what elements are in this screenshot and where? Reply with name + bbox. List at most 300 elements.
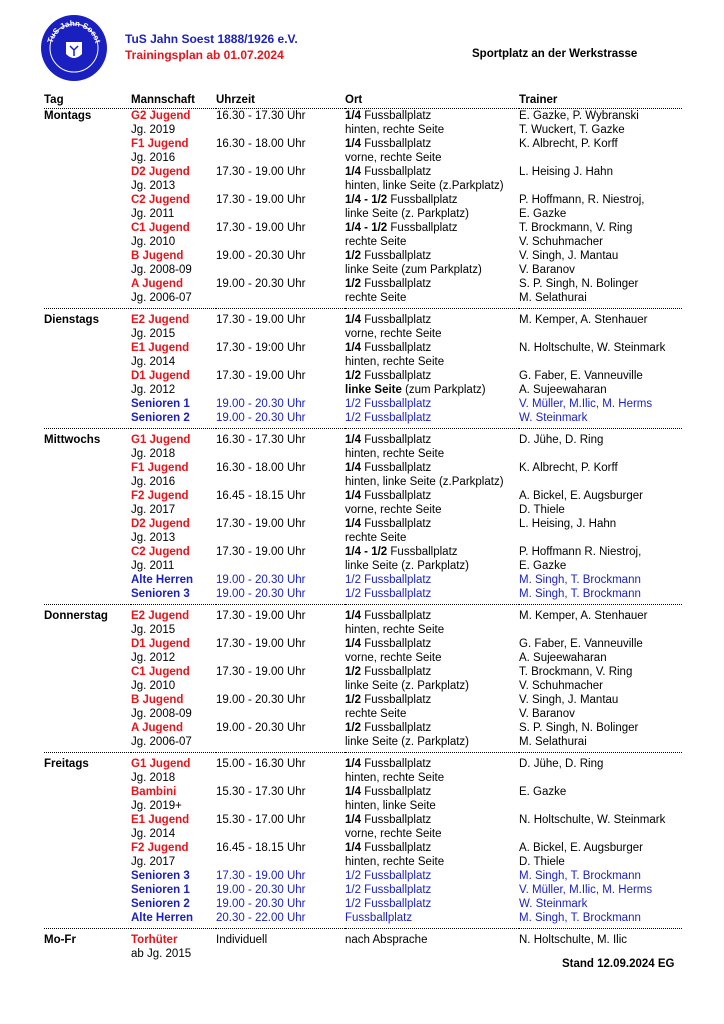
trainer-names-2 bbox=[519, 531, 682, 545]
training-time: 16.30 - 18.00 Uhr bbox=[216, 138, 306, 150]
training-place-bold: 1/4 bbox=[345, 110, 361, 122]
table-row bbox=[44, 193, 682, 207]
table-row bbox=[44, 165, 682, 179]
trainer-names: M. Singh, T. Brockmann bbox=[519, 912, 641, 924]
trainer-names: N. Holtschulte, M. Ilic bbox=[519, 934, 627, 946]
team-name: F1 Jugend bbox=[131, 462, 189, 474]
training-place-bold: 1/4 bbox=[345, 786, 361, 798]
training-place bbox=[345, 109, 519, 124]
col-header-tag: Tag bbox=[44, 89, 131, 109]
training-place bbox=[345, 411, 519, 425]
time-empty bbox=[216, 799, 345, 813]
day-label-empty bbox=[44, 383, 131, 397]
team-name: F2 Jugend bbox=[131, 490, 189, 502]
table-row-sub bbox=[44, 291, 682, 305]
table-row bbox=[44, 461, 682, 475]
training-place bbox=[345, 193, 519, 207]
table-row-sub bbox=[44, 855, 682, 869]
training-time: 16.30 - 18.00 Uhr bbox=[216, 462, 306, 474]
training-place-text: Fussballplatz bbox=[361, 250, 432, 262]
table-row bbox=[44, 587, 682, 601]
trainer-names-2: V. Schuhmacher bbox=[519, 236, 603, 248]
place-detail-text: vorne, rechte Seite bbox=[345, 504, 442, 516]
day-label-empty bbox=[44, 207, 131, 221]
training-place-text: Fussballplatz bbox=[361, 138, 432, 150]
team-year: Jg. 2018 bbox=[131, 772, 176, 784]
training-place bbox=[345, 137, 519, 151]
day-label-empty bbox=[44, 355, 131, 369]
table-row-sub bbox=[44, 623, 682, 637]
time-empty bbox=[216, 947, 345, 961]
team-name: A Jugend bbox=[131, 278, 183, 290]
trainer-names: L. Heising J. Hahn bbox=[519, 166, 613, 178]
schedule-body bbox=[44, 109, 682, 962]
trainer-names: E. Gazke bbox=[519, 786, 567, 798]
trainer-names: D. Jühe, D. Ring bbox=[519, 434, 604, 446]
time-empty bbox=[216, 771, 345, 785]
team-year: Jg. 2016 bbox=[131, 476, 176, 488]
place-detail-text: hinten, linke Seite (z.Parkplatz) bbox=[345, 180, 504, 192]
training-time: 17.30 - 19.00 Uhr bbox=[216, 638, 306, 650]
trainer-names: V. Müller, M.Ilic, M. Herms bbox=[519, 884, 653, 896]
team-name: E2 Jugend bbox=[131, 314, 190, 326]
team-name: Bambini bbox=[131, 786, 177, 798]
training-place-bold: 1/4 bbox=[345, 842, 361, 854]
training-place bbox=[345, 609, 519, 623]
trainer-names: V. Müller, M.Ilic, M. Herms bbox=[519, 398, 653, 410]
team-year: Jg. 2008-09 bbox=[131, 708, 192, 720]
team-name: Alte Herren bbox=[131, 912, 193, 924]
place-detail bbox=[345, 799, 519, 813]
training-place-text: Fussballplatz bbox=[361, 694, 432, 706]
training-time: 15.30 - 17.30 Uhr bbox=[216, 786, 306, 798]
day-label-empty bbox=[44, 235, 131, 249]
training-place bbox=[345, 341, 519, 355]
day-label-empty bbox=[44, 813, 131, 827]
day-label-empty bbox=[44, 193, 131, 207]
table-row bbox=[44, 341, 682, 355]
training-place-text: Fussballplatz bbox=[361, 166, 432, 178]
table-row bbox=[44, 785, 682, 799]
team-name: C1 Jugend bbox=[131, 222, 190, 234]
trainer-names: L. Heising, J. Hahn bbox=[519, 518, 617, 530]
place-detail bbox=[345, 447, 519, 461]
team-year: Jg. 2013 bbox=[131, 532, 176, 544]
time-empty bbox=[216, 623, 345, 637]
trainer-names-2 bbox=[519, 447, 682, 461]
time-empty bbox=[216, 151, 345, 165]
training-place-text: Fussballplatz bbox=[361, 722, 432, 734]
training-place bbox=[345, 785, 519, 799]
trainer-names-2 bbox=[519, 151, 682, 165]
table-row-sub bbox=[44, 735, 682, 749]
training-place bbox=[345, 693, 519, 707]
trainer-names: T. Brockmann, V. Ring bbox=[519, 666, 633, 678]
day-label-empty bbox=[44, 623, 131, 637]
table-row-sub bbox=[44, 531, 682, 545]
table-row bbox=[44, 693, 682, 707]
table-row bbox=[44, 411, 682, 425]
day-label: Mittwochs bbox=[44, 434, 101, 446]
trainer-names: M. Kemper, A. Stenhauer bbox=[519, 610, 648, 622]
training-time: 17.30 - 19:00 Uhr bbox=[216, 342, 306, 354]
place-detail-text: linke Seite (z. Parkplatz) bbox=[345, 208, 469, 220]
table-row bbox=[44, 573, 682, 587]
day-label-empty bbox=[44, 911, 131, 925]
team-name: E1 Jugend bbox=[131, 814, 190, 826]
training-place-bold: 1/4 bbox=[345, 342, 361, 354]
team-year: Jg. 2006-07 bbox=[131, 736, 192, 748]
day-label-empty bbox=[44, 263, 131, 277]
training-place-text: 1/2 Fussballplatz bbox=[345, 588, 432, 600]
day-label-empty bbox=[44, 475, 131, 489]
time-empty bbox=[216, 355, 345, 369]
training-time: 17.30 - 19.00 Uhr bbox=[216, 870, 306, 882]
place-detail bbox=[345, 263, 519, 277]
team-year: Jg. 2014 bbox=[131, 828, 176, 840]
table-row-sub bbox=[44, 235, 682, 249]
table-row-sub bbox=[44, 827, 682, 841]
trainer-names: P. Hoffmann R. Niestroj, bbox=[519, 546, 642, 558]
training-place-text: 1/2 Fussballplatz bbox=[345, 398, 432, 410]
training-place-text: Fussballplatz bbox=[361, 786, 432, 798]
trainer-names: M. Kemper, A. Stenhauer bbox=[519, 314, 648, 326]
place-detail bbox=[345, 735, 519, 749]
trainer-names-2: E. Gazke bbox=[519, 208, 567, 220]
table-row-sub bbox=[44, 707, 682, 721]
place-detail-text: hinten, rechte Seite bbox=[345, 772, 445, 784]
day-label: Donnerstag bbox=[44, 610, 108, 622]
training-place-text: Fussballplatz bbox=[387, 546, 458, 558]
table-row bbox=[44, 911, 682, 925]
trainer-names: N. Holtschulte, W. Steinmark bbox=[519, 814, 666, 826]
training-place-bold: 1/4 bbox=[345, 166, 361, 178]
training-time: 15.00 - 16.30 Uhr bbox=[216, 758, 306, 770]
day-label-empty bbox=[44, 707, 131, 721]
place-detail-text: vorne, rechte Seite bbox=[345, 328, 442, 340]
training-time: 19.00 - 20.30 Uhr bbox=[216, 250, 306, 262]
place-detail bbox=[345, 503, 519, 517]
training-place-bold: 1/4 bbox=[345, 758, 361, 770]
training-place-bold: 1/4 bbox=[345, 638, 361, 650]
place-detail-text: hinten, linke Seite (z.Parkplatz) bbox=[345, 476, 504, 488]
day-label: Mo-Fr bbox=[44, 934, 76, 946]
training-time: 16.30 - 17.30 Uhr bbox=[216, 434, 306, 446]
trainer-names: G. Faber, E. Vanneuville bbox=[519, 370, 643, 382]
team-year: Jg. 2010 bbox=[131, 236, 176, 248]
day-label-empty bbox=[44, 489, 131, 503]
training-time: 17.30 - 19.00 Uhr bbox=[216, 166, 306, 178]
team-name: C2 Jugend bbox=[131, 546, 190, 558]
place-detail bbox=[345, 559, 519, 573]
training-place-text: Fussballplatz bbox=[387, 194, 458, 206]
table-row bbox=[44, 489, 682, 503]
trainer-names: W. Steinmark bbox=[519, 412, 588, 424]
place-detail-text: vorne, rechte Seite bbox=[345, 652, 442, 664]
place-detail-text: (zum Parkplatz) bbox=[401, 384, 486, 396]
table-row bbox=[44, 609, 682, 623]
day-label-empty bbox=[44, 869, 131, 883]
team-name: Senioren 1 bbox=[131, 884, 190, 896]
time-empty bbox=[216, 235, 345, 249]
col-header-mannschaft: Mannschaft bbox=[131, 89, 216, 109]
training-place-bold: 1/4 bbox=[345, 462, 361, 474]
training-time: 19.00 - 20.30 Uhr bbox=[216, 898, 306, 910]
training-place bbox=[345, 869, 519, 883]
table-row bbox=[44, 933, 682, 947]
table-row bbox=[44, 369, 682, 383]
trainer-names-2: D. Thiele bbox=[519, 504, 565, 516]
training-time: 16.45 - 18.15 Uhr bbox=[216, 490, 306, 502]
training-place bbox=[345, 721, 519, 735]
training-place-bold: 1/4 bbox=[345, 138, 361, 150]
day-label-empty bbox=[44, 799, 131, 813]
training-time: 15.30 - 17.00 Uhr bbox=[216, 814, 306, 826]
header-row bbox=[44, 89, 682, 109]
training-time: 19.00 - 20.30 Uhr bbox=[216, 588, 306, 600]
training-place bbox=[345, 397, 519, 411]
table-row bbox=[44, 517, 682, 531]
training-time: 17.30 - 19.00 Uhr bbox=[216, 546, 306, 558]
team-name: B Jugend bbox=[131, 250, 184, 262]
training-place-bold: 1/2 bbox=[345, 370, 361, 382]
training-place-text: 1/2 Fussballplatz bbox=[345, 898, 432, 910]
time-empty bbox=[216, 531, 345, 545]
col-header-ort: Ort bbox=[345, 89, 519, 109]
day-label-empty bbox=[44, 249, 131, 263]
table-row bbox=[44, 637, 682, 651]
time-empty bbox=[216, 679, 345, 693]
place-detail bbox=[345, 623, 519, 637]
place-detail-text: rechte Seite bbox=[345, 532, 407, 544]
team-year: Jg. 2017 bbox=[131, 856, 176, 868]
place-detail bbox=[345, 291, 519, 305]
place-detail bbox=[345, 355, 519, 369]
place-detail bbox=[345, 947, 519, 961]
team-name: F2 Jugend bbox=[131, 842, 189, 854]
table-row-sub bbox=[44, 123, 682, 137]
training-place-bold: 1/4 bbox=[345, 314, 361, 326]
day-label-empty bbox=[44, 291, 131, 305]
trainer-names: P. Hoffmann, R. Niestroj, bbox=[519, 194, 645, 206]
place-detail bbox=[345, 679, 519, 693]
team-year: Jg. 2016 bbox=[131, 152, 176, 164]
trainer-names-2: D. Thiele bbox=[519, 856, 565, 868]
training-time: 17.30 - 19.00 Uhr bbox=[216, 666, 306, 678]
training-place-bold: 1/2 bbox=[345, 666, 361, 678]
team-year: Jg. 2017 bbox=[131, 504, 176, 516]
trainer-names-2: V. Baranov bbox=[519, 708, 575, 720]
training-time: 19.00 - 20.30 Uhr bbox=[216, 398, 306, 410]
team-name: Senioren 2 bbox=[131, 412, 190, 424]
training-time: 17.30 - 19.00 Uhr bbox=[216, 194, 306, 206]
time-empty bbox=[216, 447, 345, 461]
time-empty bbox=[216, 475, 345, 489]
training-place bbox=[345, 461, 519, 475]
training-place bbox=[345, 573, 519, 587]
day-label-empty bbox=[44, 531, 131, 545]
trainer-names: A. Bickel, E. Augsburger bbox=[519, 842, 644, 854]
training-place bbox=[345, 517, 519, 531]
team-name: A Jugend bbox=[131, 722, 183, 734]
training-place-text: Fussballplatz bbox=[361, 638, 432, 650]
team-year: Jg. 2012 bbox=[131, 652, 176, 664]
day-label-empty bbox=[44, 785, 131, 799]
training-place-bold: 1/4 - 1/2 bbox=[345, 546, 388, 558]
table-row bbox=[44, 869, 682, 883]
table-row-sub bbox=[44, 383, 682, 397]
trainer-names: K. Albrecht, P. Korff bbox=[519, 138, 618, 150]
team-year: Jg. 2013 bbox=[131, 180, 176, 192]
table-row bbox=[44, 757, 682, 771]
place-detail-text: hinten, rechte Seite bbox=[345, 356, 445, 368]
training-place-bold: 1/4 - 1/2 bbox=[345, 194, 388, 206]
time-empty bbox=[216, 263, 345, 277]
team-name: Senioren 3 bbox=[131, 870, 190, 882]
place-detail-text: hinten, rechte Seite bbox=[345, 124, 445, 136]
trainer-names: G. Faber, E. Vanneuville bbox=[519, 638, 643, 650]
day-label-empty bbox=[44, 545, 131, 559]
table-row-sub bbox=[44, 559, 682, 573]
day-label-empty bbox=[44, 151, 131, 165]
place-detail-text: hinten, rechte Seite bbox=[345, 624, 445, 636]
trainer-names-2 bbox=[519, 799, 682, 813]
training-place-text: Fussballplatz bbox=[361, 314, 432, 326]
day-label-empty bbox=[44, 221, 131, 235]
trainer-names-2 bbox=[519, 827, 682, 841]
col-header-trainer: Trainer bbox=[519, 89, 682, 109]
place-detail-text: linke Seite (z. Parkplatz) bbox=[345, 736, 469, 748]
place-detail bbox=[345, 383, 519, 397]
table-row bbox=[44, 221, 682, 235]
day-label-empty bbox=[44, 277, 131, 291]
time-empty bbox=[216, 827, 345, 841]
training-place-bold: 1/2 bbox=[345, 694, 361, 706]
trainer-names: S. P. Singh, N. Bolinger bbox=[519, 722, 639, 734]
table-row-sub bbox=[44, 799, 682, 813]
team-year: Jg. 2014 bbox=[131, 356, 176, 368]
training-place-text: Fussballplatz bbox=[361, 434, 432, 446]
day-label-empty bbox=[44, 679, 131, 693]
training-place bbox=[345, 813, 519, 827]
training-place bbox=[345, 587, 519, 601]
place-detail-text: rechte Seite bbox=[345, 236, 407, 248]
team-name: E2 Jugend bbox=[131, 610, 190, 622]
day-label-empty bbox=[44, 665, 131, 679]
table-row bbox=[44, 313, 682, 327]
place-detail-text: rechte Seite bbox=[345, 708, 407, 720]
place-detail-bold: linke Seite bbox=[345, 384, 402, 396]
trainer-names: E. Gazke, P. Wybranski bbox=[519, 110, 639, 122]
trainer-names-2 bbox=[519, 327, 682, 341]
day-label-empty bbox=[44, 137, 131, 151]
place-detail bbox=[345, 235, 519, 249]
stand-date: Stand 12.09.2024 EG bbox=[562, 958, 675, 970]
place-detail bbox=[345, 207, 519, 221]
day-label-empty bbox=[44, 559, 131, 573]
team-name: Senioren 2 bbox=[131, 898, 190, 910]
day-label-empty bbox=[44, 587, 131, 601]
training-time: 19.00 - 20.30 Uhr bbox=[216, 278, 306, 290]
table-row bbox=[44, 665, 682, 679]
team-name: G2 Jugend bbox=[131, 110, 191, 122]
trainer-names-2 bbox=[519, 475, 682, 489]
time-empty bbox=[216, 207, 345, 221]
place-detail bbox=[345, 531, 519, 545]
training-place bbox=[345, 545, 519, 559]
team-year: Jg. 2011 bbox=[131, 208, 175, 220]
place-detail-text: linke Seite (z. Parkplatz) bbox=[345, 680, 469, 692]
team-year: Jg. 2015 bbox=[131, 328, 176, 340]
training-place-text: Fussballplatz bbox=[361, 462, 432, 474]
day-label-empty bbox=[44, 735, 131, 749]
table-row-sub bbox=[44, 327, 682, 341]
trainer-names-2: T. Wuckert, T. Gazke bbox=[519, 124, 625, 136]
team-year: Jg. 2012 bbox=[131, 384, 176, 396]
training-place-text: Fussballplatz bbox=[387, 222, 458, 234]
team-name: Senioren 1 bbox=[131, 398, 190, 410]
day-label-empty bbox=[44, 397, 131, 411]
trainer-names-2: M. Selathurai bbox=[519, 292, 587, 304]
trainer-names: K. Albrecht, P. Korff bbox=[519, 462, 618, 474]
team-name: D2 Jugend bbox=[131, 166, 190, 178]
team-name: E1 Jugend bbox=[131, 342, 190, 354]
table-row bbox=[44, 433, 682, 447]
table-row-sub bbox=[44, 207, 682, 221]
training-place bbox=[345, 897, 519, 911]
training-place bbox=[345, 249, 519, 263]
club-name: TuS Jahn Soest 1888/1926 e.V. bbox=[125, 32, 298, 46]
table-row-sub bbox=[44, 179, 682, 193]
table-row bbox=[44, 813, 682, 827]
day-label-empty bbox=[44, 721, 131, 735]
plan-title: Trainingsplan ab 01.07.2024 bbox=[125, 48, 284, 62]
trainer-names: V. Singh, J. Mantau bbox=[519, 250, 619, 262]
training-place-text: 1/2 Fussballplatz bbox=[345, 412, 432, 424]
trainer-names: V. Singh, J. Mantau bbox=[519, 694, 619, 706]
trainer-names: T. Brockmann, V. Ring bbox=[519, 222, 633, 234]
training-place bbox=[345, 165, 519, 179]
training-time: 16.30 - 17.30 Uhr bbox=[216, 110, 306, 122]
table-row-sub bbox=[44, 503, 682, 517]
trainer-names-2: V. Baranov bbox=[519, 264, 575, 276]
training-place-text: Fussballplatz bbox=[361, 278, 432, 290]
day-label-empty bbox=[44, 947, 131, 961]
training-place bbox=[345, 665, 519, 679]
table-row bbox=[44, 897, 682, 911]
trainer-names-2: A. Sujeewaharan bbox=[519, 384, 607, 396]
training-place-text: 1/2 Fussballplatz bbox=[345, 574, 432, 586]
training-time: 17.30 - 19.00 Uhr bbox=[216, 518, 306, 530]
table-row-sub bbox=[44, 263, 682, 277]
trainer-names: M. Singh, T. Brockmann bbox=[519, 588, 641, 600]
day-label-empty bbox=[44, 651, 131, 665]
training-place bbox=[345, 911, 519, 925]
table-row bbox=[44, 277, 682, 291]
training-place-text: Fussballplatz bbox=[361, 490, 432, 502]
schedule-table bbox=[44, 89, 682, 961]
place-detail bbox=[345, 651, 519, 665]
table-row bbox=[44, 841, 682, 855]
training-place bbox=[345, 757, 519, 771]
table-row bbox=[44, 397, 682, 411]
team-year: Jg. 2006-07 bbox=[131, 292, 192, 304]
place-detail bbox=[345, 855, 519, 869]
day-label-empty bbox=[44, 883, 131, 897]
training-time: 17.30 - 19.00 Uhr bbox=[216, 314, 306, 326]
trainer-names-2: V. Schuhmacher bbox=[519, 680, 603, 692]
training-time: 20.30 - 22.00 Uhr bbox=[216, 912, 306, 924]
